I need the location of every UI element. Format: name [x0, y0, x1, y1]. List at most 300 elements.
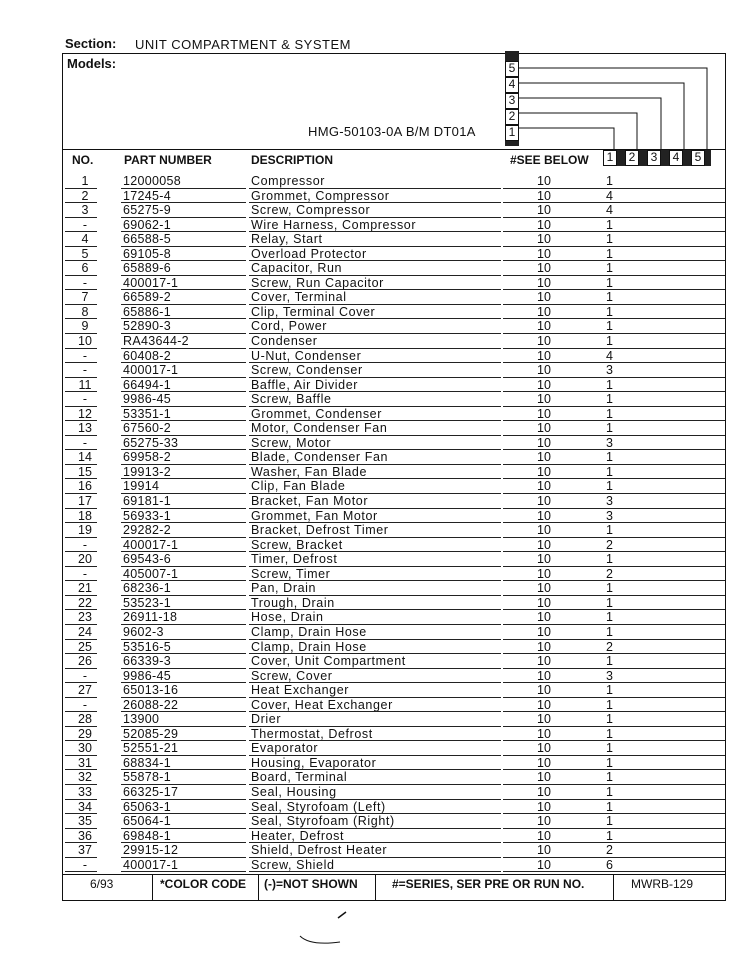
quantity-value: 3	[606, 363, 613, 378]
part-description: U-Nut, Condenser	[251, 348, 362, 363]
series-value: 10	[537, 246, 551, 261]
series-value: 10	[537, 581, 551, 596]
series-value: 10	[537, 188, 551, 203]
column-4: 4	[669, 150, 683, 166]
part-description: Cord, Power	[251, 319, 328, 334]
footer-not-shown: (-)=NOT SHOWN	[264, 877, 358, 891]
table-row	[63, 189, 725, 204]
table-row	[63, 625, 725, 640]
part-number: 9986-45	[123, 392, 171, 407]
part-description: Screw, Cover	[251, 668, 333, 683]
table-row	[63, 654, 725, 669]
table-row	[63, 756, 725, 771]
item-number: 24	[78, 624, 92, 639]
part-description: Condenser	[251, 334, 318, 349]
item-number: 6	[81, 261, 89, 276]
quantity-value: 1	[606, 217, 613, 232]
table-row	[63, 203, 725, 218]
part-number: 67560-2	[123, 421, 171, 436]
part-number: 400017-1	[123, 275, 179, 290]
part-description: Screw, Compressor	[251, 203, 371, 218]
series-value: 10	[537, 261, 551, 276]
model-connector-lines	[519, 60, 719, 156]
part-number: 66325-17	[123, 784, 179, 799]
part-description: Screw, Shield	[251, 857, 335, 872]
model-box-5: 5	[505, 61, 519, 77]
item-number: -	[82, 348, 88, 363]
table-row	[63, 349, 725, 364]
scan-marks	[290, 910, 360, 950]
model-code: HMG-50103-0A B/M DT01A	[308, 124, 476, 139]
part-description: Shield, Defrost Heater	[251, 843, 388, 858]
series-value: 10	[537, 304, 551, 319]
part-description: Relay, Start	[251, 232, 323, 247]
item-number: 31	[78, 755, 92, 770]
item-number: 28	[78, 712, 92, 727]
item-number: -	[82, 363, 88, 378]
header-no: NO.	[72, 153, 94, 167]
part-number: 56933-1	[123, 508, 171, 523]
part-description: Board, Terminal	[251, 770, 348, 785]
table-row	[63, 741, 725, 756]
series-value: 10	[537, 814, 551, 829]
part-description: Clamp, Drain Hose	[251, 624, 367, 639]
quantity-value: 3	[606, 435, 613, 450]
item-number: 25	[78, 639, 92, 654]
table-row	[63, 218, 725, 233]
part-number: 66494-1	[123, 377, 171, 392]
series-value: 10	[537, 392, 551, 407]
part-number: 68236-1	[123, 581, 171, 596]
footer-document-id: MWRB-129	[631, 877, 694, 891]
models-label: Models:	[67, 56, 117, 71]
table-row	[63, 581, 725, 596]
part-number: 400017-1	[123, 857, 179, 872]
item-number: 29	[78, 726, 92, 741]
item-number: 35	[78, 814, 92, 829]
quantity-value: 1	[606, 377, 613, 392]
table-row	[63, 247, 725, 262]
series-value: 10	[537, 464, 551, 479]
series-value: 10	[537, 566, 551, 581]
part-description: Thermostat, Defrost	[251, 726, 373, 741]
part-description: Seal, Housing	[251, 784, 337, 799]
part-number: 69062-1	[123, 217, 171, 232]
table-row	[63, 232, 725, 247]
series-value: 10	[537, 406, 551, 421]
quantity-value: 3	[606, 668, 613, 683]
part-number: 26911-18	[123, 610, 178, 625]
series-value: 10	[537, 421, 551, 436]
quantity-value: 1	[606, 319, 613, 334]
item-number: 19	[78, 523, 92, 538]
part-number: 17245-4	[123, 188, 171, 203]
part-description: Clip, Terminal Cover	[251, 304, 376, 319]
item-number: 33	[78, 784, 92, 799]
quantity-value: 1	[606, 334, 613, 349]
part-number: 66588-5	[123, 232, 171, 247]
series-value: 10	[537, 217, 551, 232]
footer-date: 6/93	[90, 877, 114, 891]
quantity-value: 1	[606, 464, 613, 479]
header-description: DESCRIPTION	[251, 153, 334, 167]
part-number: 9602-3	[123, 624, 164, 639]
quantity-value: 1	[606, 799, 613, 814]
part-description: Blade, Condenser Fan	[251, 450, 389, 465]
quantity-value: 1	[606, 174, 613, 188]
model-box-4: 4	[505, 77, 519, 93]
model-box-3: 3	[505, 93, 519, 109]
part-number: 69958-2	[123, 450, 171, 465]
part-description: Hose, Drain	[251, 610, 324, 625]
item-number: 32	[78, 770, 92, 785]
quantity-value: 1	[606, 304, 613, 319]
part-description: Motor, Condenser Fan	[251, 421, 388, 436]
part-description: Wire Harness, Compressor	[251, 217, 417, 232]
item-number: 17	[78, 494, 92, 509]
part-number: 53516-5	[123, 639, 171, 654]
series-value: 10	[537, 770, 551, 785]
column-5: 5	[691, 150, 705, 166]
item-number: 36	[78, 828, 92, 843]
series-value: 10	[537, 203, 551, 218]
series-value: 10	[537, 537, 551, 552]
table-row	[63, 727, 725, 742]
series-value: 10	[537, 450, 551, 465]
item-number: 23	[78, 610, 92, 625]
model-box-1: 1	[505, 125, 519, 141]
item-number: 13	[78, 421, 92, 436]
part-number: 69543-6	[123, 552, 171, 567]
part-description: Screw, Timer	[251, 566, 331, 581]
quantity-value: 1	[606, 523, 613, 538]
quantity-value: 1	[606, 581, 613, 596]
quantity-value: 2	[606, 843, 613, 858]
part-number: RA43644-2	[123, 334, 189, 349]
part-description: Clip, Fan Blade	[251, 479, 346, 494]
quantity-value: 4	[606, 188, 613, 203]
series-value: 10	[537, 479, 551, 494]
part-description: Grommet, Fan Motor	[251, 508, 378, 523]
table-row	[63, 610, 725, 625]
column-2: 2	[625, 150, 639, 166]
series-value: 10	[537, 654, 551, 669]
part-number: 69105-8	[123, 246, 171, 261]
quantity-value: 2	[606, 537, 613, 552]
quantity-value: 1	[606, 828, 613, 843]
part-description: Timer, Defrost	[251, 552, 338, 567]
item-number: -	[82, 857, 88, 872]
part-description: Bracket, Fan Motor	[251, 494, 369, 509]
quantity-value: 1	[606, 712, 613, 727]
quantity-value: 3	[606, 508, 613, 523]
table-row	[63, 785, 725, 800]
table-row	[63, 814, 725, 829]
part-number: 29915-12	[123, 843, 179, 858]
quantity-value: 1	[606, 552, 613, 567]
part-description: Baffle, Air Divider	[251, 377, 359, 392]
model-box-2: 2	[505, 109, 519, 125]
quantity-value: 1	[606, 610, 613, 625]
table-row	[63, 261, 725, 276]
series-value: 10	[537, 377, 551, 392]
item-number: 27	[78, 683, 92, 698]
section-label: Section:	[65, 36, 117, 51]
item-number: 4	[81, 232, 89, 247]
table-row	[63, 319, 725, 334]
part-number: 12000058	[123, 174, 182, 188]
item-number: -	[82, 275, 88, 290]
part-number: 66339-3	[123, 654, 171, 669]
item-number: -	[82, 392, 88, 407]
table-row	[63, 436, 725, 451]
part-description: Screw, Bracket	[251, 537, 343, 552]
item-number: -	[82, 697, 88, 712]
part-description: Pan, Drain	[251, 581, 317, 596]
item-number: 11	[78, 377, 92, 392]
item-number: 34	[78, 799, 92, 814]
part-description: Capacitor, Run	[251, 261, 343, 276]
header-see-below: #SEE BELOW	[510, 153, 589, 167]
table-row	[63, 800, 725, 815]
series-value: 10	[537, 610, 551, 625]
quantity-value: 3	[606, 494, 613, 509]
series-value: 10	[537, 755, 551, 770]
quantity-value: 1	[606, 392, 613, 407]
part-description: Grommet, Condenser	[251, 406, 382, 421]
part-number: 65275-33	[123, 435, 179, 450]
item-number: 16	[78, 479, 92, 494]
quantity-value: 1	[606, 246, 613, 261]
part-number: 53523-1	[123, 595, 171, 610]
quantity-value: 1	[606, 595, 613, 610]
part-number: 13900	[123, 712, 160, 727]
part-number: 52551-21	[123, 741, 179, 756]
part-description: Screw, Motor	[251, 435, 332, 450]
table-row	[63, 465, 725, 480]
item-number: 30	[78, 741, 92, 756]
part-number: 65013-16	[123, 683, 179, 698]
part-description: Compressor	[251, 174, 326, 188]
table-row	[63, 640, 725, 655]
part-description: Evaporator	[251, 741, 319, 756]
item-number: 21	[78, 581, 92, 596]
item-number: 26	[78, 654, 92, 669]
part-number: 400017-1	[123, 537, 179, 552]
quantity-value: 1	[606, 421, 613, 436]
series-value: 10	[537, 784, 551, 799]
parts-table	[63, 174, 725, 872]
series-value: 10	[537, 348, 551, 363]
item-number: -	[82, 217, 88, 232]
part-description: Drier	[251, 712, 282, 727]
series-value: 10	[537, 232, 551, 247]
table-row	[63, 290, 725, 305]
quantity-value: 1	[606, 654, 613, 669]
section-title: UNIT COMPARTMENT & SYSTEM	[135, 37, 351, 52]
quantity-value: 1	[606, 406, 613, 421]
part-description: Trough, Drain	[251, 595, 335, 610]
table-row	[63, 523, 725, 538]
item-number: 10	[78, 334, 92, 349]
item-number: 14	[78, 450, 92, 465]
series-value: 10	[537, 595, 551, 610]
table-row	[63, 683, 725, 698]
part-number: 26088-22	[123, 697, 179, 712]
quantity-value: 1	[606, 697, 613, 712]
item-number: 18	[78, 508, 92, 523]
quantity-value: 1	[606, 261, 613, 276]
part-number: 52890-3	[123, 319, 171, 334]
part-number: 19913-2	[123, 464, 171, 479]
item-number: 8	[81, 304, 89, 319]
part-number: 69848-1	[123, 828, 171, 843]
table-row	[63, 843, 725, 858]
part-number: 65275-9	[123, 203, 171, 218]
table-row	[63, 698, 725, 713]
part-number: 53351-1	[123, 406, 171, 421]
table-row	[63, 770, 725, 785]
series-value: 10	[537, 741, 551, 756]
series-value: 10	[537, 275, 551, 290]
table-row	[63, 858, 725, 873]
part-number: 65064-1	[123, 814, 171, 829]
item-number: -	[82, 435, 88, 450]
part-description: Heat Exchanger	[251, 683, 350, 698]
model-box-stack	[505, 51, 519, 146]
part-number: 65889-6	[123, 261, 171, 276]
item-number: 1	[81, 174, 89, 188]
table-row	[63, 494, 725, 509]
part-description: Heater, Defrost	[251, 828, 345, 843]
item-number: 12	[78, 406, 92, 421]
quantity-value: 4	[606, 203, 613, 218]
part-description: Cover, Heat Exchanger	[251, 697, 393, 712]
part-number: 52085-29	[123, 726, 179, 741]
item-number: -	[82, 566, 88, 581]
part-number: 69181-1	[123, 494, 171, 509]
item-number: 5	[81, 246, 89, 261]
part-description: Housing, Evaporator	[251, 755, 377, 770]
table-row	[63, 421, 725, 436]
part-description: Cover, Unit Compartment	[251, 654, 406, 669]
part-description: Seal, Styrofoam (Right)	[251, 814, 395, 829]
table-row	[63, 305, 725, 320]
column-1: 1	[603, 150, 617, 166]
part-description: Cover, Terminal	[251, 290, 347, 305]
table-row	[63, 363, 725, 378]
table-row	[63, 567, 725, 582]
quantity-value: 1	[606, 683, 613, 698]
quantity-value: 1	[606, 290, 613, 305]
model-column-boxes	[603, 150, 711, 166]
series-value: 10	[537, 857, 551, 872]
quantity-value: 1	[606, 741, 613, 756]
item-number: 3	[81, 203, 89, 218]
item-number: 15	[78, 464, 92, 479]
series-value: 10	[537, 508, 551, 523]
table-row	[63, 509, 725, 524]
quantity-value: 2	[606, 566, 613, 581]
item-number: 37	[78, 843, 92, 858]
header-part-number: PART NUMBER	[124, 153, 212, 167]
table-row	[63, 538, 725, 553]
part-number: 9986-45	[123, 668, 171, 683]
quantity-value: 1	[606, 624, 613, 639]
table-row	[63, 669, 725, 684]
series-value: 10	[537, 828, 551, 843]
item-number: 20	[78, 552, 92, 567]
series-value: 10	[537, 552, 551, 567]
quantity-value: 1	[606, 275, 613, 290]
item-number: -	[82, 537, 88, 552]
quantity-value: 1	[606, 479, 613, 494]
quantity-value: 1	[606, 450, 613, 465]
series-value: 10	[537, 712, 551, 727]
quantity-value: 1	[606, 770, 613, 785]
part-description: Grommet, Compressor	[251, 188, 390, 203]
part-description: Clamp, Drain Hose	[251, 639, 367, 654]
part-description: Screw, Baffle	[251, 392, 332, 407]
table-row	[63, 378, 725, 393]
table-row	[63, 712, 725, 727]
series-value: 10	[537, 799, 551, 814]
quantity-value: 6	[606, 857, 613, 872]
part-description: Overload Protector	[251, 246, 367, 261]
series-value: 10	[537, 334, 551, 349]
item-number: -	[82, 668, 88, 683]
series-value: 10	[537, 290, 551, 305]
series-value: 10	[537, 523, 551, 538]
footer-series-legend: #=SERIES, SER PRE OR RUN NO.	[392, 877, 585, 891]
part-number: 29282-2	[123, 523, 171, 538]
item-number: 2	[81, 188, 89, 203]
table-row	[63, 392, 725, 407]
table-row	[63, 450, 725, 465]
series-value: 10	[537, 494, 551, 509]
part-number: 19914	[123, 479, 160, 494]
part-description: Screw, Condenser	[251, 363, 363, 378]
part-description: Bracket, Defrost Timer	[251, 523, 389, 538]
item-number: 9	[81, 319, 89, 334]
series-value: 10	[537, 668, 551, 683]
table-row	[63, 829, 725, 844]
part-number: 60408-2	[123, 348, 171, 363]
part-description: Washer, Fan Blade	[251, 464, 368, 479]
series-value: 10	[537, 174, 551, 188]
quantity-value: 2	[606, 639, 613, 654]
part-number: 66589-2	[123, 290, 171, 305]
quantity-value: 1	[606, 814, 613, 829]
series-value: 10	[537, 683, 551, 698]
part-description: Seal, Styrofoam (Left)	[251, 799, 386, 814]
part-number: 405007-1	[123, 566, 179, 581]
quantity-value: 1	[606, 232, 613, 247]
quantity-value: 1	[606, 726, 613, 741]
quantity-value: 1	[606, 784, 613, 799]
footer-color-code: *COLOR CODE	[160, 877, 247, 891]
item-number: 22	[78, 595, 92, 610]
table-row	[63, 552, 725, 567]
series-value: 10	[537, 319, 551, 334]
part-number: 65886-1	[123, 304, 171, 319]
series-value: 10	[537, 726, 551, 741]
table-row	[63, 407, 725, 422]
table-row	[63, 334, 725, 349]
series-value: 10	[537, 363, 551, 378]
series-value: 10	[537, 843, 551, 858]
item-number: 7	[81, 290, 89, 305]
